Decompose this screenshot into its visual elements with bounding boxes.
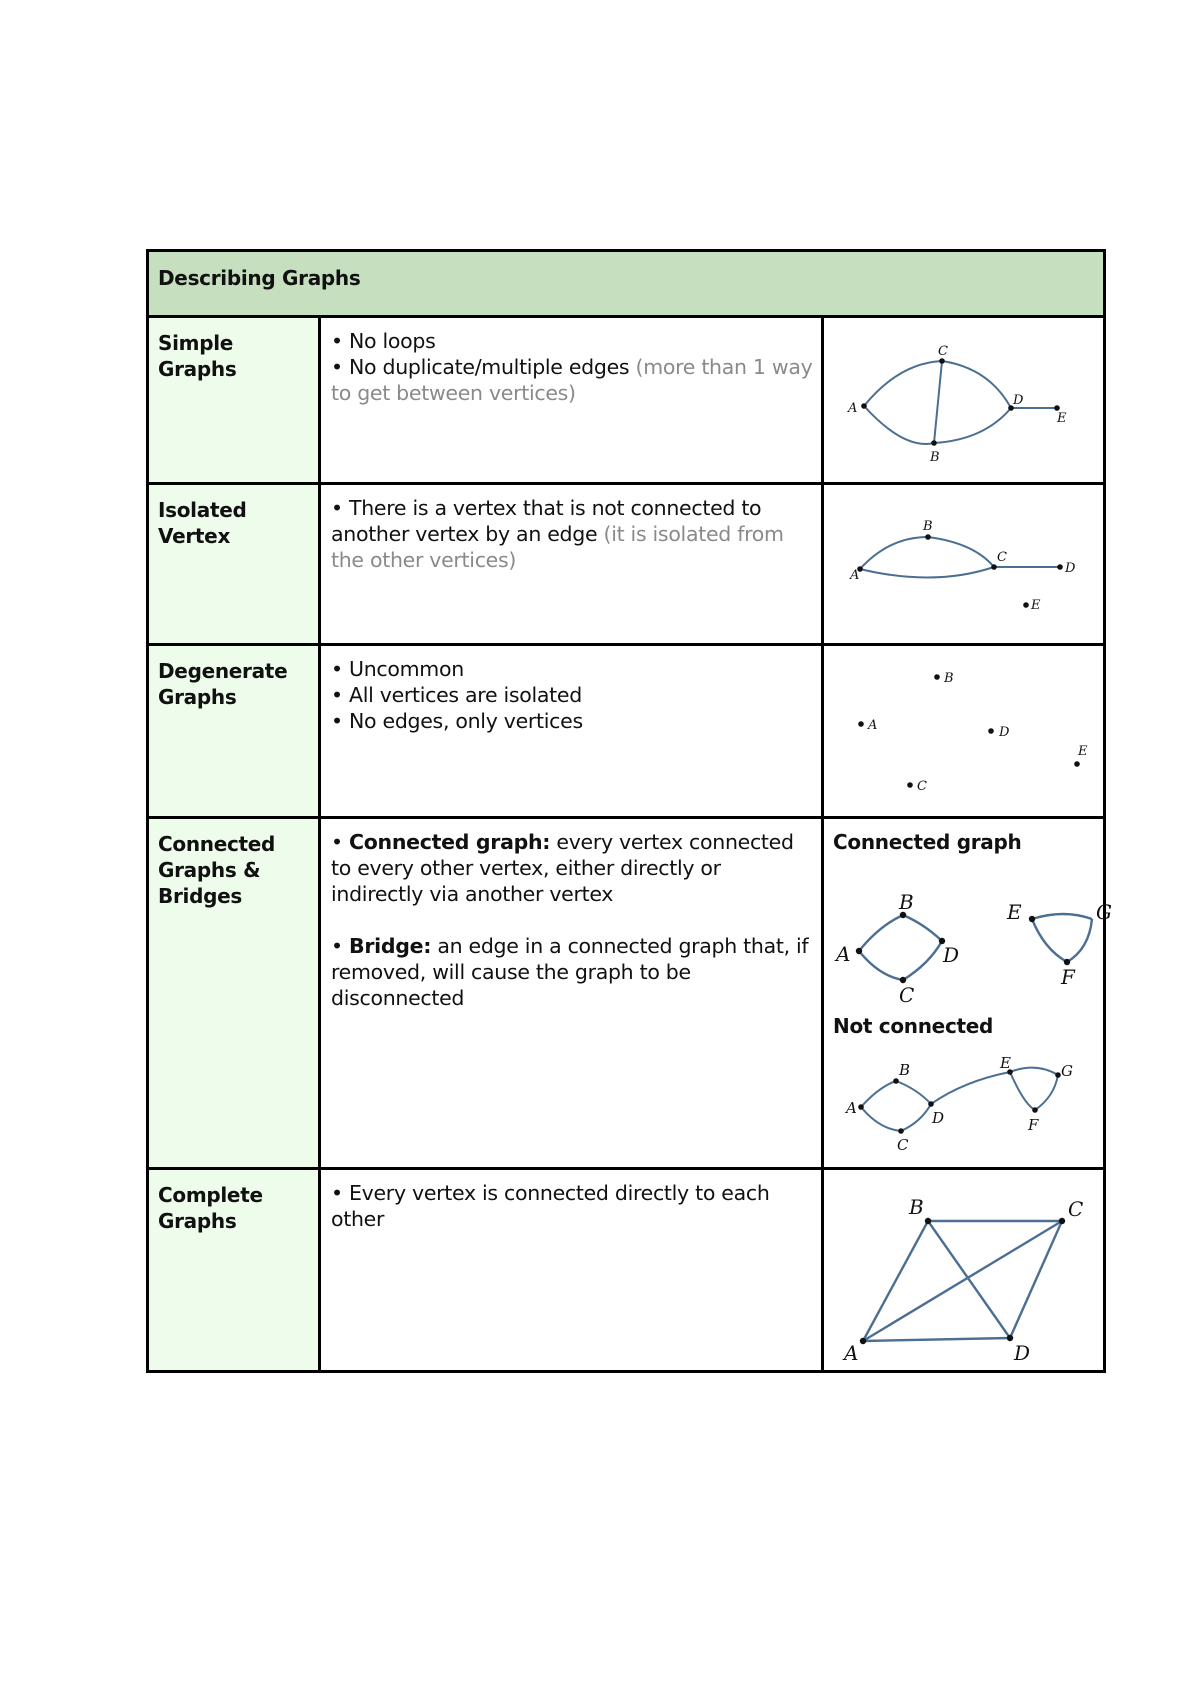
vertex-label-d: D: [1013, 393, 1024, 408]
vertex-label-f: F: [1061, 965, 1075, 989]
vertex-label-e: E: [1031, 598, 1041, 613]
vertex-label-c: C: [997, 550, 1007, 565]
vertex-label-a: A: [846, 1099, 857, 1117]
simple-graph-diagram: [824, 318, 1103, 482]
vertex-label-a: A: [850, 568, 860, 583]
vertex-label-d: D: [932, 1109, 945, 1127]
vertex-label-d: D: [1065, 561, 1076, 576]
vertex-label-b: B: [930, 450, 940, 465]
vertex-label-e: E: [1078, 744, 1088, 759]
describing-graphs-table: [146, 249, 1112, 1373]
figure-simple-graph: [824, 318, 1103, 485]
bullet-item: • No duplicate/multiple edges (more than 1 way to get between vertices): [331, 355, 813, 405]
bullet-item: • All vertices are isolated: [331, 683, 582, 707]
figure-degenerate-graph: [824, 646, 1103, 819]
vertex-label-c: C: [897, 1136, 909, 1154]
vertex-label-e: E: [1007, 900, 1022, 924]
vertex-label-a: A: [844, 1341, 859, 1365]
connected-graph-diagram: [824, 819, 1112, 1167]
bullet-item: • There is a vertex that is not connected to another vertex by an edge (it is isolated from the other vertices): [331, 496, 784, 572]
row-text-simple-graphs: [321, 318, 824, 485]
vertex-label-c: C: [1068, 1197, 1084, 1221]
vertex-label-c: C: [938, 344, 948, 359]
figure-complete-graph: [824, 1170, 1103, 1370]
row-label-isolated-vertex: Isolated Vertex: [149, 485, 321, 646]
bullet-item: • No loops: [331, 329, 436, 353]
vertex-label-d: D: [1014, 1341, 1031, 1365]
vertex-label-a: A: [868, 718, 878, 733]
degenerate-graph-diagram: [824, 646, 1103, 816]
vertex-label-g: G: [1061, 1062, 1073, 1080]
vertex-label-b: B: [899, 890, 914, 914]
vertex-label-c: C: [917, 779, 927, 794]
table-title: Describing Graphs: [149, 252, 1103, 318]
vertex-label-b: B: [899, 1061, 911, 1079]
isolated-vertex-diagram: [824, 485, 1103, 643]
vertex-label-b: B: [909, 1195, 924, 1219]
caption-connected-graph: Connected graph: [833, 830, 1022, 854]
vertex-label-d: D: [943, 943, 960, 967]
row-label-simple-graphs: Simple Graphs: [149, 318, 321, 485]
bullet-item: • Uncommon: [331, 657, 464, 681]
complete-graph-diagram: [824, 1170, 1103, 1370]
bullet-item: • Connected graph: every vertex connected to every other vertex, either directly or indirectly via another vertex: [331, 830, 794, 906]
vertex-label-c: C: [899, 983, 915, 1007]
vertex-label-a: A: [848, 401, 858, 416]
row-text-isolated-vertex: [321, 485, 824, 646]
vertex-label-f: F: [1028, 1116, 1039, 1134]
vertex-label-e: E: [1000, 1054, 1011, 1072]
vertex-label-g: G: [1096, 900, 1112, 924]
vertex-label-d: D: [999, 725, 1010, 740]
vertex-label-b: B: [923, 519, 933, 534]
row-label-complete-graphs: Complete Graphs: [149, 1170, 321, 1370]
vertex-label-e: E: [1057, 411, 1067, 426]
vertex-label-b: B: [944, 671, 954, 686]
row-text-connected-graphs: [321, 819, 824, 1170]
bullet-item: • No edges, only vertices: [331, 709, 583, 733]
row-text-degenerate-graphs: [321, 646, 824, 819]
row-label-degenerate-graphs: Degenerate Graphs: [149, 646, 321, 819]
row-label-connected-graphs: Connected Graphs & Bridges: [149, 819, 321, 1170]
row-text-complete-graphs: [321, 1170, 824, 1370]
figure-isolated-vertex: [824, 485, 1103, 646]
bullet-item: • Bridge: an edge in a connected graph that, if removed, will cause the graph to be disconnected: [331, 934, 809, 1010]
vertex-label-a: A: [836, 942, 851, 966]
figure-connected-graphs: [824, 819, 1112, 1170]
caption-not-connected: Not connected: [833, 1014, 994, 1038]
bullet-item: • Every vertex is connected directly to each other: [331, 1181, 770, 1231]
